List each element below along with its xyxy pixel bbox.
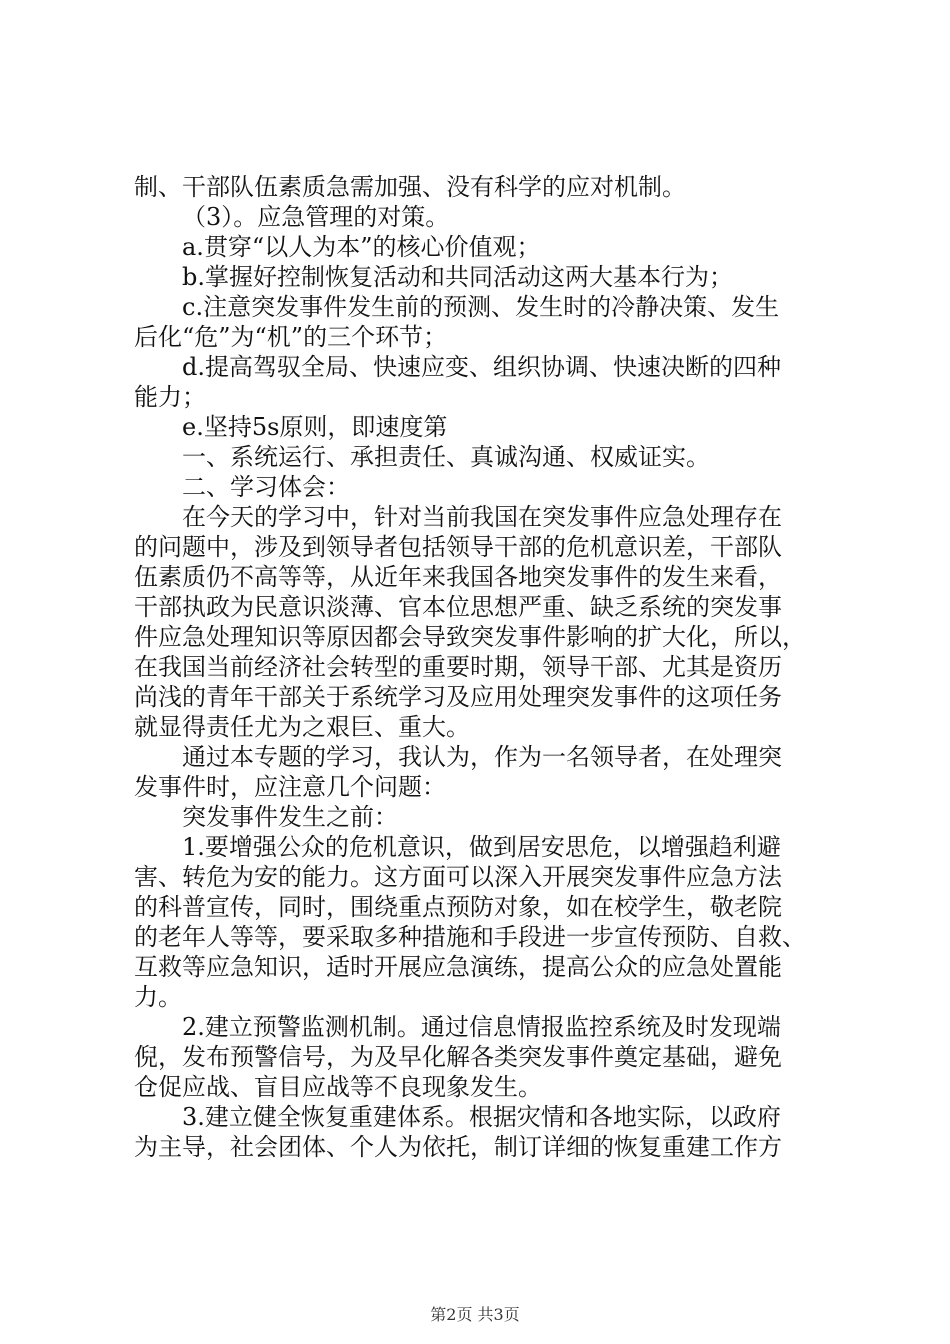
text-line: 制、干部队伍素质急需加强、没有科学的应对机制。 <box>134 173 686 201</box>
text-line: e.坚持5s原则，即速度第 <box>182 413 448 441</box>
text-line: 件应急处理知识等原因都会导致突发事件影响的扩大化，所以， <box>134 623 806 651</box>
text-line: 害、转危为安的能力。这方面可以深入开展突发事件应急方法 <box>134 863 782 891</box>
text-line: 1.要增强公众的危机意识，做到居安思危，以增强趋利避 <box>182 833 781 861</box>
text-line: 突发事件发生之前： <box>182 803 398 831</box>
text-line: 力。 <box>134 983 182 1011</box>
text-line: 的老年人等等，要采取多种措施和手段进一步宣传预防、自救、 <box>134 923 806 951</box>
text-line: 2.建立预警监测机制。通过信息情报监控系统及时发现端 <box>182 1013 781 1041</box>
text-line: 发事件时，应注意几个问题： <box>134 773 446 801</box>
text-line: （3）。应急管理的对策。 <box>182 203 450 231</box>
text-line: 互救等应急知识，适时开展应急演练，提高公众的应急处置能 <box>134 953 782 981</box>
section-heading: 二、学习体会： <box>182 473 350 501</box>
text-line: 3.建立健全恢复重建体系。根据灾情和各地实际，以政府 <box>182 1103 781 1131</box>
text-line: 在今天的学习中，针对当前我国在突发事件应急处理存在 <box>182 503 782 531</box>
text-line: 一、系统运行、承担责任、真诚沟通、权威证实。 <box>182 443 710 471</box>
text-line: a.贯穿“以人为本”的核心价值观； <box>182 233 541 261</box>
text-line: c.注意突发事件发生前的预测、发生时的冷静决策、发生 <box>182 293 780 321</box>
text-line: 为主导，社会团体、个人为依托，制订详细的恢复重建工作方 <box>134 1133 782 1161</box>
text-line: b.掌握好控制恢复活动和共同活动这两大基本行为； <box>182 263 733 291</box>
text-line: 的科普宣传，同时，围绕重点预防对象，如在校学生，敬老院 <box>134 893 782 921</box>
document-body <box>134 172 834 1162</box>
text-line: d.提高驾驭全局、快速应变、组织协调、快速决断的四种 <box>182 353 781 381</box>
text-line: 伍素质仍不高等等，从近年来我国各地突发事件的发生来看， <box>134 563 782 591</box>
text-line: 在我国当前经济社会转型的重要时期，领导干部、尤其是资历 <box>134 653 782 681</box>
text-line: 后化“危”为“机”的三个环节； <box>134 323 448 351</box>
page-number: 第2页 共3页 <box>430 1305 520 1324</box>
text-line: 通过本专题的学习，我认为，作为一名领导者，在处理突 <box>182 743 782 771</box>
text-line: 能力； <box>134 383 206 411</box>
text-line: 干部执政为民意识淡薄、官本位思想严重、缺乏系统的突发事 <box>134 593 782 621</box>
text-line: 尚浅的青年干部关于系统学习及应用处理突发事件的这项任务 <box>134 683 782 711</box>
text-line: 仓促应战、盲目应战等不良现象发生。 <box>134 1073 542 1101</box>
text-line: 的问题中，涉及到领导者包括领导干部的危机意识差，干部队 <box>134 533 782 561</box>
text-line: 倪，发布预警信号，为及早化解各类突发事件奠定基础，避免 <box>134 1043 782 1071</box>
text-line: 就显得责任尤为之艰巨、重大。 <box>134 713 470 741</box>
